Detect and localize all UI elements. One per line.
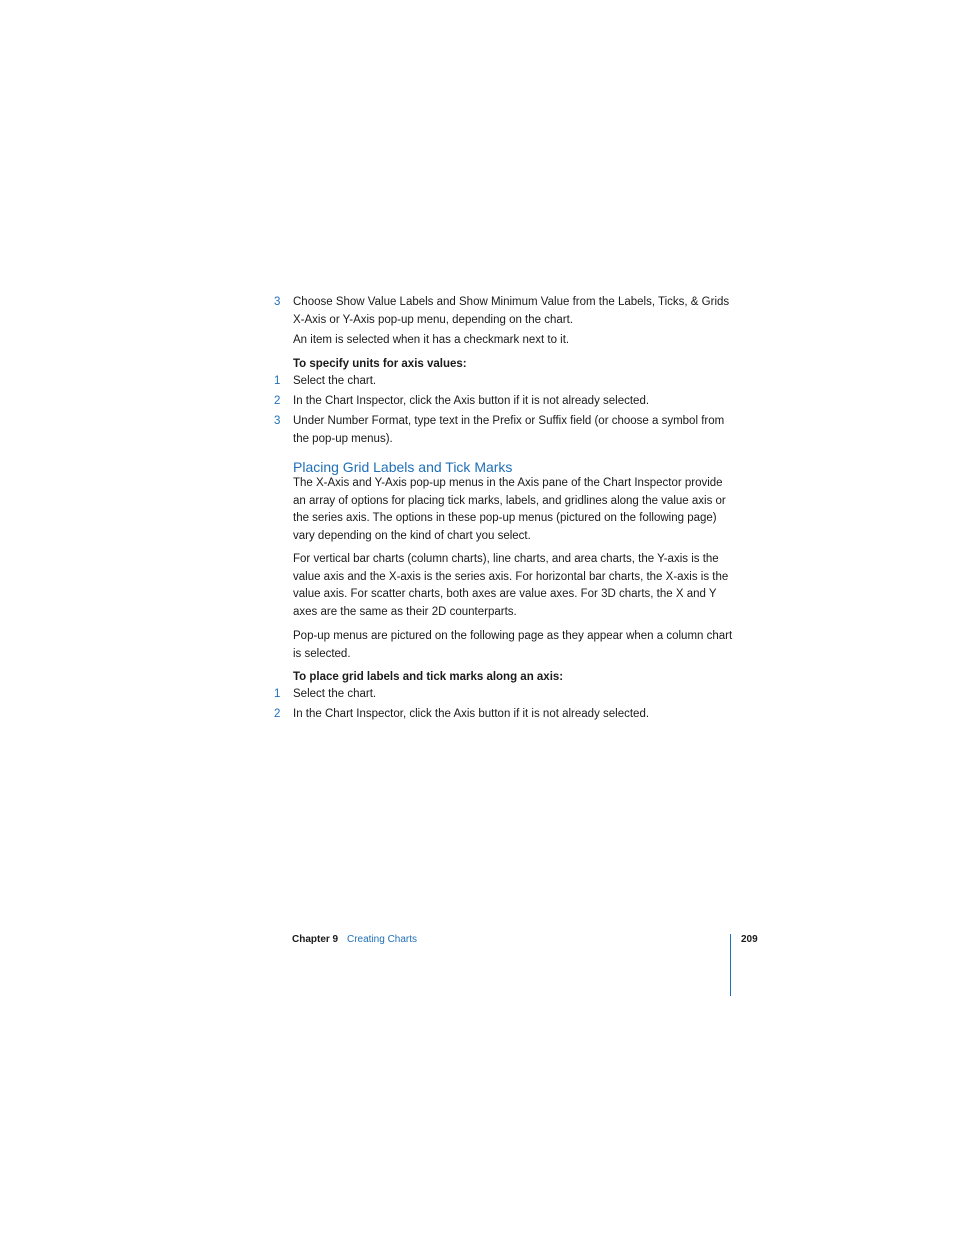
footer-divider xyxy=(730,934,731,996)
step-number: 1 xyxy=(274,375,281,387)
step-text: Under Number Format, type text in the Prefix or Suffix field (or choose a symbol from the pop-up menus). xyxy=(293,415,725,445)
step-text: In the Chart Inspector, click the Axis button if it is not already selected. xyxy=(293,395,650,407)
step-number: 3 xyxy=(274,415,281,427)
step-number: 1 xyxy=(274,688,281,700)
paragraph: Pop-up menus are pictured on the following page as they appear when a column chart is selected. xyxy=(293,630,733,660)
task-title-units: To specify units for axis values: xyxy=(293,358,467,370)
note-text: An item is selected when it has a checkmark next to it. xyxy=(293,334,570,346)
step-text: Select the chart. xyxy=(293,375,377,387)
step-number: 2 xyxy=(274,395,281,407)
step-number: 3 xyxy=(274,296,281,308)
step-number: 2 xyxy=(274,708,281,720)
page-number: 209 xyxy=(741,934,758,945)
step-text: In the Chart Inspector, click the Axis button if it is not already selected. xyxy=(293,708,650,720)
paragraph: For vertical bar charts (column charts), line charts, and area charts, the Y-axis is the value axis and the X-axis is the series axis. For horizontal bar charts, the X-axis is the value axis. For scatter charts, both axes are value axes. For 3D charts, the X and Y axes are the same as their 2D counterparts. xyxy=(293,553,729,618)
task-title-grid: To place grid labels and tick marks along an axis: xyxy=(293,671,564,683)
footer-chapter: Chapter 9 xyxy=(292,934,339,945)
paragraph: The X-Axis and Y-Axis pop-up menus in the Axis pane of the Chart Inspector provide an array of options for placing tick marks, labels, and gridlines along the value axis or the series axis. The options in these pop-up menus (pictured on the following page) vary depending on the kind of chart you select. xyxy=(293,477,726,542)
step-text: Select the chart. xyxy=(293,688,377,700)
step-text: Choose Show Value Labels and Show Minimum Value from the Labels, Ticks, & Grids X-Axis or Y-Axis pop-up menu, depending on the chart. xyxy=(293,296,730,326)
footer-chapter-title: Creating Charts xyxy=(347,934,418,945)
section-heading: Placing Grid Labels and Tick Marks xyxy=(293,459,513,475)
